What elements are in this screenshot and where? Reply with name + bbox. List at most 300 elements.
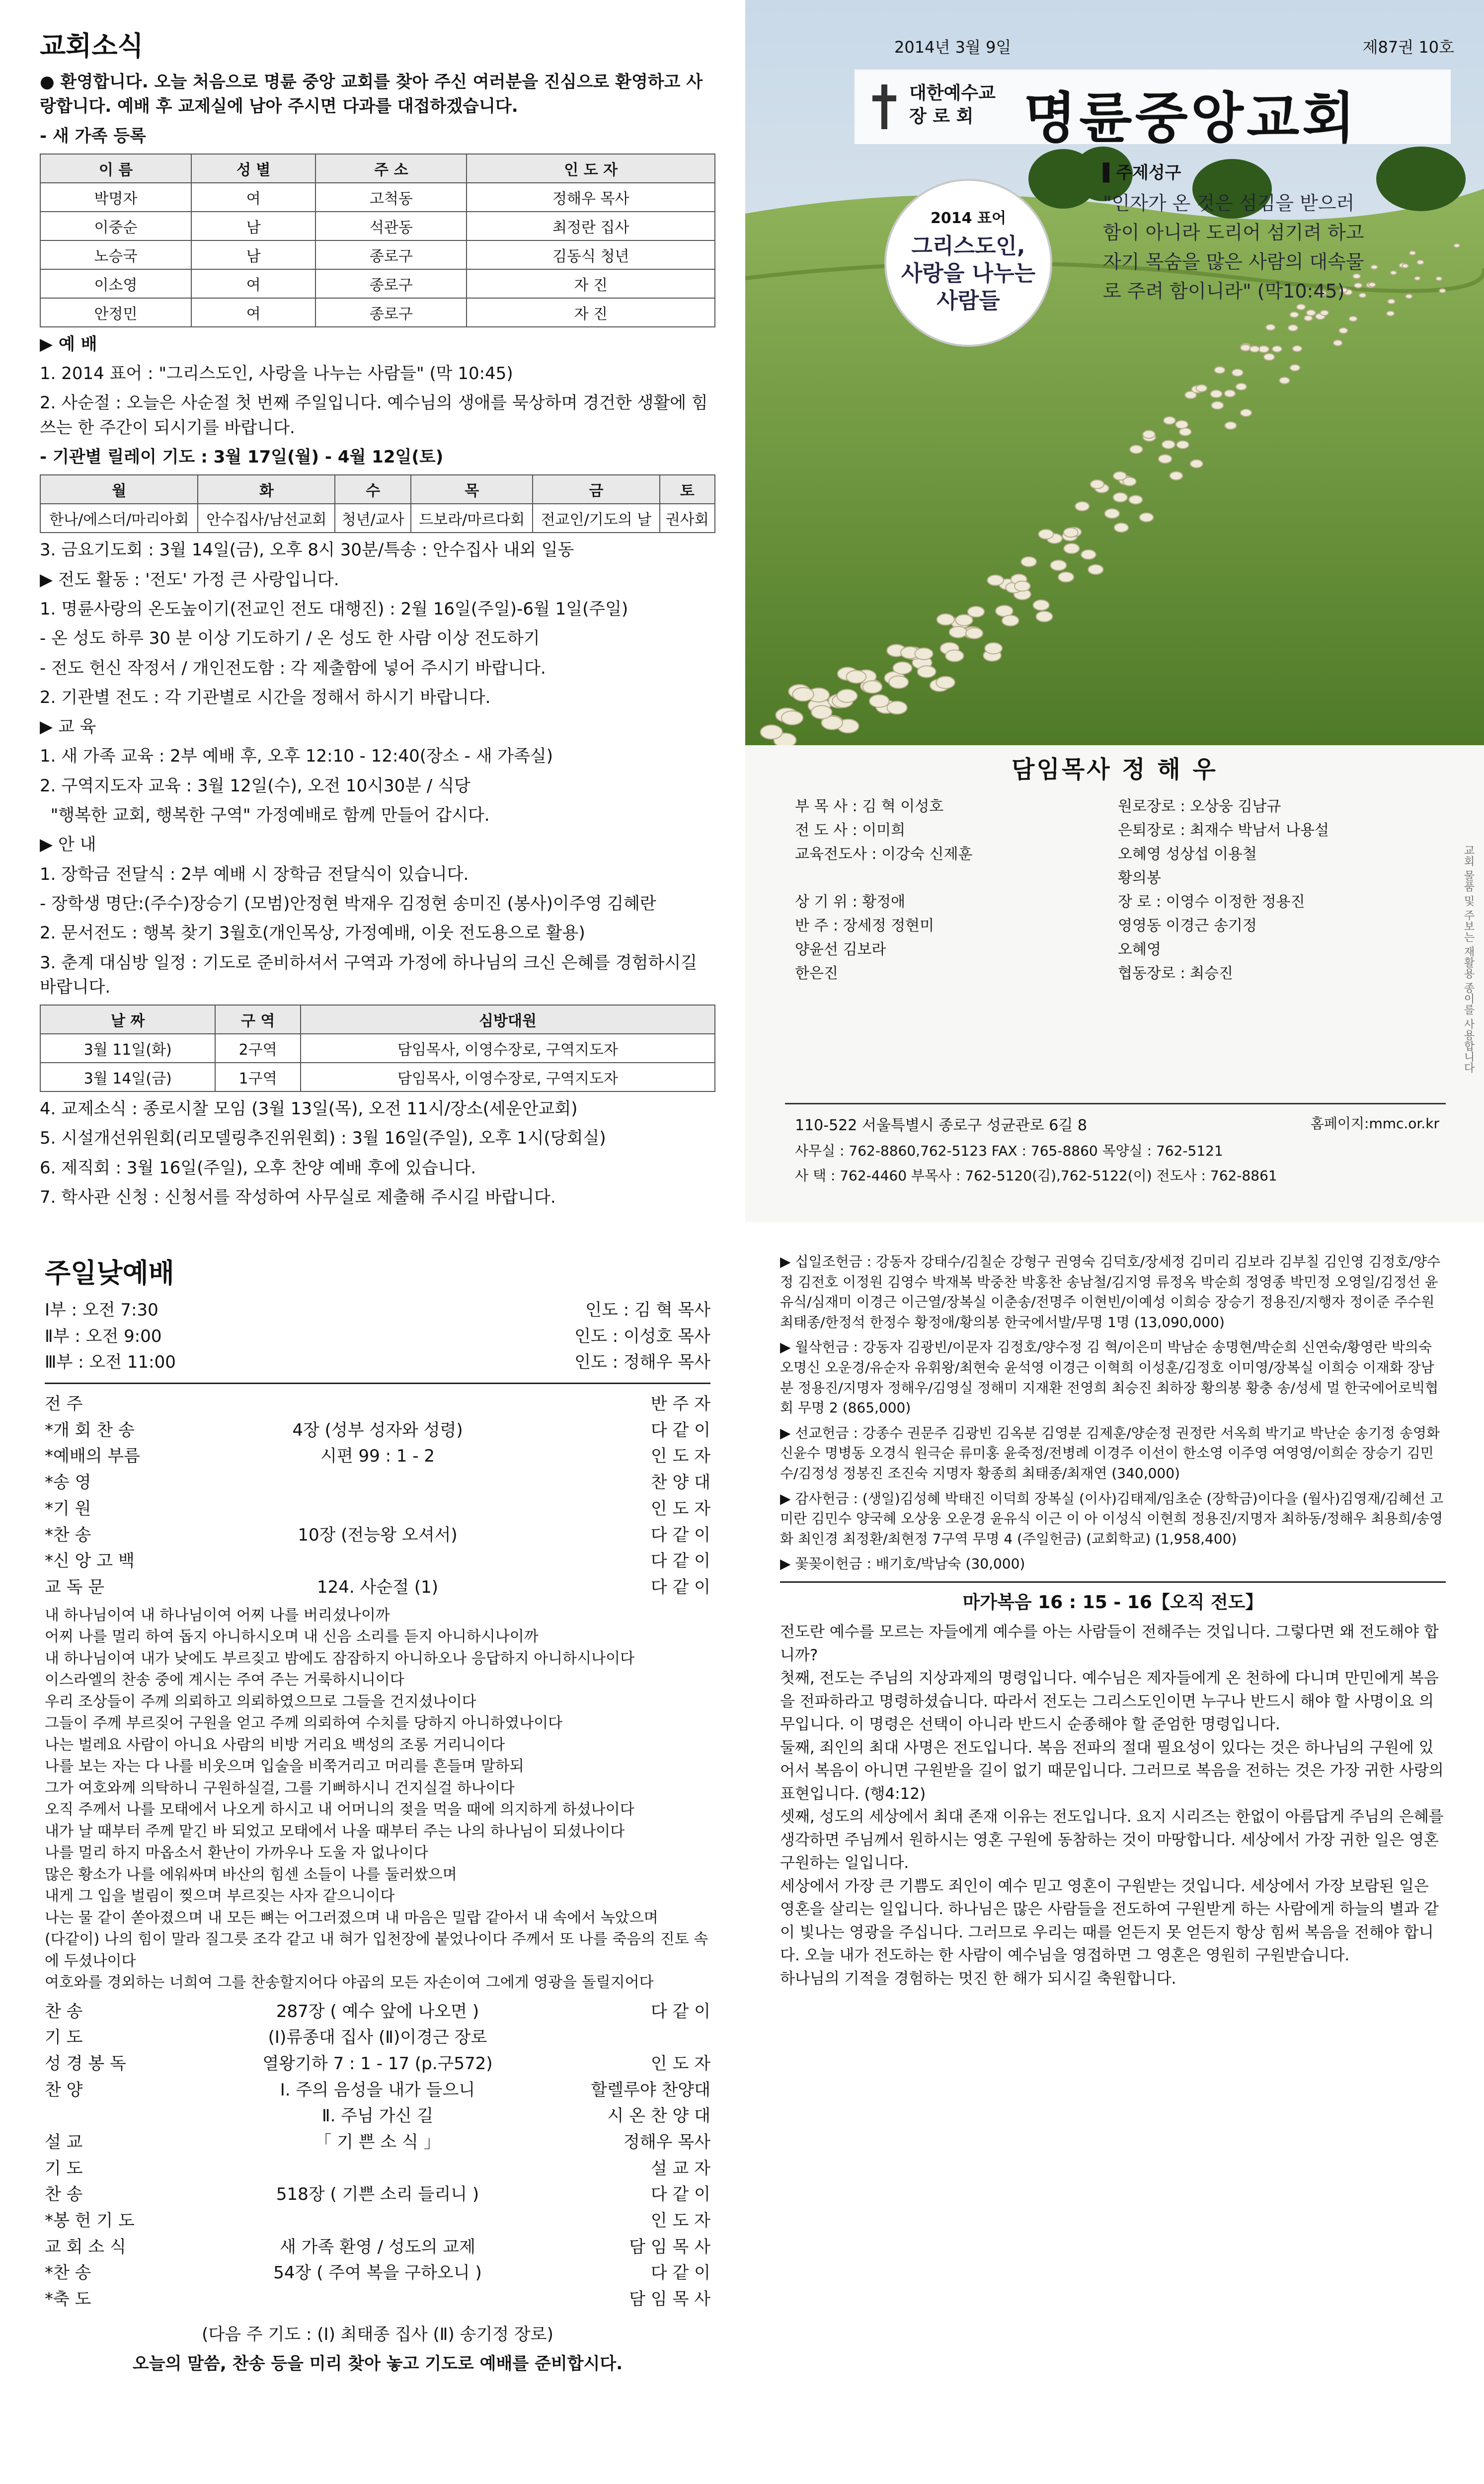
sheep	[1088, 565, 1103, 575]
order-row-cell: *기 원	[45, 1498, 91, 1519]
order-row	[45, 2181, 710, 2208]
order-row-cell: 교 회 소 식	[45, 2237, 126, 2257]
sheep	[1236, 383, 1247, 390]
news-item: 6. 제직회 : 3월 16일(주일), 오후 찬양 예배 후에 있습니다.	[40, 1158, 476, 1178]
sheep	[1105, 509, 1119, 518]
order-row-cell: 찬 양	[45, 2080, 83, 2100]
cell: 종로구	[315, 298, 467, 327]
order-row-cell: 찬 송	[45, 2001, 83, 2021]
order-row	[45, 1574, 710, 1601]
order-row	[45, 2051, 710, 2077]
sheep	[1159, 455, 1172, 463]
news-items-3	[40, 1097, 715, 1212]
cell: 안정민	[40, 298, 191, 327]
order-row-cell	[174, 1496, 581, 1522]
offerings-list	[780, 1252, 1446, 1574]
order-row-cell: 열왕기하 7 : 1 - 17 (p.구572)	[262, 2053, 493, 2074]
sheep	[987, 575, 1004, 586]
sheep	[1387, 311, 1394, 316]
order-row-cell: 인 도 자	[650, 1498, 710, 1519]
cross-logo-icon	[869, 84, 899, 129]
family-header: 인 도 자	[467, 154, 715, 183]
order-row	[45, 1496, 710, 1522]
order-row-cell: 설 교 자	[650, 2158, 710, 2178]
order-row	[45, 2129, 710, 2156]
order-row	[45, 1548, 710, 1574]
relay-row	[40, 504, 715, 533]
order-row-cell: Ⅱ. 주님 가신 길	[321, 2106, 434, 2126]
news-item: 1. 명륜사랑의 온도높이기(전교인 전도 대행진) : 2월 16일(주일)-6월 1일(주일)	[40, 599, 628, 619]
sheep	[1241, 344, 1250, 351]
relay-header-row	[40, 475, 715, 504]
news-item: - 온 성도 하루 30 분 이상 기도하기 / 온 성도 한 사람 이상 전도하기	[40, 628, 540, 649]
order-row-cell: *봉 헌 기 도	[45, 2211, 135, 2231]
order-row	[45, 2077, 710, 2103]
offering-item: ▶ 선교헌금 : 강종수 권문주 김광빈 김옥분 김영분 김제훈/양순정 권정란 서옥희 박기교 박난순 송기정 송영화 신윤수 명병동 오경식 원극순 류미홍 윤죽정/전병례 이경주 이선이 한소영 이주영 여영영/이희순 장승기 김민수/김정성 정봉진 조진숙 지명자 황종희 최태종/최재연 (340,000)	[780, 1424, 1444, 1481]
order-row-cell: 찬 양 대	[650, 1473, 710, 1493]
next-week-prayer: (다음 주 기도 : (Ⅰ) 최태종 집사 (Ⅱ) 송기정 장로)	[202, 2324, 553, 2344]
order-row-cell: 518장 ( 기쁜 소리 들리니 )	[276, 2184, 479, 2205]
sheep	[1210, 390, 1222, 397]
sheep	[1114, 523, 1128, 532]
order-row	[45, 1417, 710, 1444]
sheep	[1129, 495, 1142, 504]
order-row-cell: 기 도	[45, 2027, 83, 2048]
staff-cell: 장 로 : 이영수 이정한 정용진	[1118, 893, 1305, 911]
sheep	[937, 614, 954, 625]
sheep	[1033, 600, 1049, 611]
motto-year: 2014 표어	[931, 210, 1006, 227]
order-row	[45, 2234, 710, 2260]
cell: 이중순	[40, 212, 191, 240]
sheep	[1293, 346, 1302, 352]
staff-cell: 오혜영 성상섭 이용철	[1118, 846, 1257, 863]
sheep	[1304, 315, 1313, 321]
news-item: - 기관별 릴레이 기도 : 3월 17일(월) - 4월 12일(토)	[40, 447, 444, 467]
visit-table	[40, 1005, 715, 1092]
order-row-cell: 반 주 자	[650, 1394, 710, 1414]
sheep	[847, 671, 866, 684]
divider	[45, 1383, 710, 1384]
order-row-cell: 다 같 이	[650, 1551, 710, 1571]
sermon-reference: 마가복음 16 : 15 - 16【오직 전도】	[962, 1592, 1263, 1613]
news-item: 3. 춘계 대심방 일정 : 기도로 준비하셔서 구역과 가정에 하나님의 크신 은혜를 경험하시길 바랍니다.	[40, 952, 703, 997]
staff-cell	[795, 866, 1118, 890]
sheep	[1349, 316, 1357, 321]
divider	[780, 1581, 1446, 1583]
family-row	[40, 269, 715, 298]
staff-phones: 사 택 : 762-4460 부목사 : 762-5120(김),762-5122(이) 전도사 : 762-8861	[795, 1167, 1277, 1184]
sheep	[1058, 572, 1074, 582]
staff-cell: 전 도 사 : 이미희	[795, 822, 906, 839]
service-leader: 인도 : 김 혁 목사	[585, 1300, 710, 1320]
relay-table	[40, 474, 715, 533]
order-row-cell: 시편 99 : 1 - 2	[320, 1446, 435, 1467]
order-row-cell	[174, 2208, 581, 2234]
sheep	[781, 711, 803, 725]
service-part: Ⅲ부 : 오전 11:00	[45, 1352, 176, 1373]
cell: 월	[40, 475, 198, 504]
sheep	[761, 725, 782, 739]
sheep	[1064, 528, 1078, 538]
staff-cell: 원로장로 : 오상웅 김남규	[1118, 798, 1281, 815]
news-item: - 장학생 명단:(주수)장승기 (모범)안정현 박재우 김정현 송미진 (봉사)이주영 김혜란	[40, 893, 656, 914]
sheep	[1225, 390, 1236, 397]
news-item: 4. 교제소식 : 종로시찰 모임 (3월 13일(목), 오전 11시/장소(세운안교회)	[40, 1099, 578, 1119]
cell: 석관동	[315, 212, 467, 240]
sheep	[1176, 441, 1188, 449]
order-row-cell: 새 가족 환영 / 성도의 교제	[280, 2237, 475, 2257]
cell: 안수집사/남선교회	[198, 504, 335, 533]
staff-cell: 영영동 이경근 송기정	[1118, 917, 1257, 934]
news-item: 7. 학사관 신청 : 신청서를 작성하여 사무실로 제출해 주시길 바랍니다.	[40, 1187, 556, 1208]
offering-item: ▶ 꽃꽂이헌금 : 배기호/박남숙 (30,000)	[780, 1555, 1025, 1572]
cell: 담임목사, 이영수장로, 구역지도자	[301, 1034, 715, 1063]
sheep	[863, 681, 882, 693]
cell: 남	[191, 212, 315, 240]
sheep	[811, 705, 832, 719]
staff-cell: 상 기 위 : 황정애	[795, 893, 906, 911]
homepage: 홈페이지:mmc.or.kr	[1310, 1115, 1439, 1132]
news-item: 2. 구역지도자 교육 : 3월 12일(수), 오전 10시30분 / 식당	[40, 776, 470, 796]
order-row	[45, 2260, 710, 2286]
order-row-cell: 인 도 자	[650, 2211, 710, 2231]
order-row	[45, 1522, 710, 1549]
sheep	[1143, 430, 1155, 438]
news-item: 1. 2014 표어 : "그리스도인, 사랑을 나누는 사람들" (막 10:45)	[40, 364, 513, 384]
cell: 1구역	[215, 1063, 301, 1091]
order-row-cell: *송 영	[45, 1473, 91, 1493]
church-name: 명륜중앙교회	[1023, 86, 1358, 150]
order-row-cell	[174, 2156, 581, 2182]
staff-list	[795, 795, 1441, 986]
sheep	[949, 626, 967, 638]
sheep	[1272, 346, 1282, 352]
sunday-panel	[20, 1232, 735, 2434]
staff-row	[795, 866, 1441, 890]
cell: 자 진	[467, 269, 715, 298]
news-item: 2. 기관별 전도 : 각 기관별로 시간을 정해서 하시기 바랍니다.	[40, 687, 491, 707]
cell: 여	[191, 183, 315, 212]
cell: 구 역	[215, 1005, 301, 1034]
sheep	[936, 677, 955, 689]
order-row-cell: 담 임 목 사	[629, 2237, 710, 2257]
sheep	[1290, 312, 1298, 317]
calendar-panel	[755, 2464, 1471, 2484]
motto-text: 그리스도인, 사랑을 나누는 사람들	[901, 233, 1036, 313]
pastor-name: 담임목사 정 해 우	[1012, 756, 1218, 783]
order-row-cell: 4장 (성부 성자와 성령)	[292, 1420, 463, 1440]
sheep	[945, 650, 963, 661]
order-row-cell: 10장 (전능왕 오셔서)	[298, 1525, 458, 1545]
staff-row	[795, 795, 1441, 819]
cell: 화	[198, 475, 335, 504]
news-item: ▶ 전도 활동 : '전도' 가정 큰 사랑입니다.	[40, 569, 339, 590]
order-row-cell: 시 온 찬 양 대	[607, 2106, 710, 2126]
family-header-row	[40, 154, 715, 183]
address: 110-522 서울특별시 종로구 성균관로 6길 8	[795, 1117, 1087, 1134]
order-of-worship-2	[45, 1999, 710, 2313]
sheep	[1091, 480, 1104, 489]
sheep	[1140, 513, 1154, 522]
sheep	[1241, 409, 1251, 416]
sheep	[966, 628, 983, 639]
cell: 김동식 청년	[467, 240, 715, 269]
order-row-cell	[174, 2286, 581, 2313]
sermon-body: 전도란 예수를 모르는 자들에게 예수를 아는 사람들이 전해주는 것입니다. 그렇다면 왜 전도해야 합니까? 첫째, 전도는 주님의 지상과제의 명령입니다. 예수님은 제자들에게 온 천하에 다니며 만민에게 복음을 전파하라고 명령하셨습니다. 따라서 전도는 그리스도인이면 누구나 반드시 해야 할 사명이요 의무입니다. 이 명령은 선택이 아니라 반드시 순종해야 할 준엄한 명령입니다. 둘째, 죄인의 최대 사명은 전도입니다. 복음 전파의 절대 필요성이 있다는 것은 하나님의 구원에 있어서 복음이 아니면 구원받을 길이 없기 때문입니다. 그러므로 복음을 전하는 것은 가장 귀한 사랑의 표현입니다. (행4:12) 셋째, 성도의 세상에서 최대 존재 이유는 전도입니다. 요지 시리즈는 한없이 아름답게 주님의 은혜를 생각하면 주님께서 원하시는 영혼 구원에 동참하는 것이 마땅합니다. 세상에서 가장 귀한 일은 영혼 구원하는 일입니다. 세상에서 가장 큰 기쁨도 죄인이 예수 믿고 영혼이 구원받는 것입니다. 세상에서 가장 보람된 일은 영혼을 살리는 일입니다. 하나님은 많은 사람들을 전도하여 구원받게 하는 사람에게 하늘의 별과 같이 빛나는 영광을 주십니다. 그러므로 우리는 때를 얻든지 못 얻든지 항상 힘써 복음을 전해야 합니다. 오늘 내가 전도하는 한 사람이 예수님을 영접하면 그 영혼은 영원히 구원받습니다. 하나님의 기적을 경험하는 멋진 한 해가 되시길 축원합니다.	[780, 1623, 1444, 1988]
sheep	[968, 607, 985, 618]
news-item: 1. 새 가족 교육 : 2부 예배 후, 오후 12:10 - 12:40(장소 - 새 가족실)	[40, 746, 553, 767]
sheep	[792, 688, 813, 701]
sheep	[1050, 560, 1066, 571]
cell: 금	[533, 475, 659, 504]
theme-label: ▌주제성구	[1103, 163, 1181, 183]
sheep	[1279, 377, 1290, 384]
staff-cell: 오혜영	[1118, 941, 1161, 958]
staff-row	[795, 962, 1441, 986]
cell: 최정란 집사	[467, 212, 715, 240]
closing-note: 오늘의 말씀, 찬송 등을 미리 찾아 놓고 기도로 예배를 준비합시다.	[132, 2354, 623, 2374]
order-of-worship	[45, 1391, 710, 1601]
sheep	[1333, 340, 1342, 346]
sheep	[1036, 611, 1052, 621]
order-row-cell: 설 교	[45, 2132, 83, 2152]
family-row	[40, 240, 715, 269]
cell: 3월 14일(금)	[40, 1063, 215, 1091]
family-header: 이 름	[40, 154, 191, 183]
visit-row	[40, 1063, 715, 1091]
news-item: 1. 장학금 전달식 : 2부 예배 시 장학금 전달식이 있습니다.	[40, 864, 469, 884]
cell: 자 진	[467, 298, 715, 327]
news-item: 2. 문서전도 : 행복 찾기 3월호(개인목상, 가정예배, 이웃 전도용으로 활용)	[40, 923, 585, 943]
sheep	[1075, 502, 1089, 511]
order-row	[45, 1999, 710, 2025]
cell: 고척동	[315, 183, 467, 212]
sheep	[1179, 428, 1191, 436]
family-row	[40, 298, 715, 327]
cell: 정해우 목사	[467, 183, 715, 212]
staff-cell: 양윤선 김보라	[795, 941, 886, 958]
order-row-cell: 다 같 이	[650, 1577, 710, 1597]
sermon-panel	[755, 1232, 1471, 2434]
sheep	[1164, 417, 1175, 424]
sheep	[1264, 354, 1275, 361]
order-row	[45, 2208, 710, 2234]
responsive-reading: 내 하나님이여 내 하나님이여 어찌 나를 버리셨나이까 어찌 나를 멀리 하여 돕지 아니하시오며 내 신음 소리를 듣지 아니하시나이까 내 하나님이여 내가 낮에도 부르짖고 밤에도 잠잠하지 아니하오나 응답하지 아니하시나이다 이스라엘의 찬송 중에 계시는 주여 주는 거룩하시니이다 우리 조상들이 주께 의뢰하고 의뢰하였으므로 그들을 건지셨나이다 그들이 주께 부르짖어 구원을 얻고 주께 의뢰하여 수치를 당하지 아니하였나이다 나는 벌레요 사람이 아니요 사람의 비방 거리요 백성의 조롱 거리니이다 나를 보는 자는 다 나를 비웃으며 입술을 비쭉거리고 머리를 흔들며 말하되 그가 여호와께 의탁하니 구원하실걸, 그를 기뻐하시니 건지실걸 하나이다 오직 주께서 나를 모태에서 나오게 하시고 내 어머니의 젖을 먹을 때에 의지하게 하셨나이다 내가 날 때부터 주께 맡긴 바 되었고 모태에서 나올 때부터 주는 나의 하나님이 되셨나이다 나를 멀리 하지 마옵소서 환난이 가까우나 도울 자 없나이다 많은 황소가 나를 에워싸며 바산의 힘센 소들이 나를 둘러쌌으며 내게 그 입을 벌림이 찢으며 부르짖는 사자 같으니이다 나는 물 같이 쏟아졌으며 내 모든 뼈는 어그러졌으며 내 마음은 밀랍 같아서 내 속에서 녹았으며 (다같이) 나의 힘이 말라 질그릇 조각 같고 내 혀가 입천장에 붙었나이다 주께서 또 나를 죽음의 진토 속에 두셨나이다 여호와를 경외하는 너희여 그를 찬송할지어다 야곱의 모든 자손이여 그에게 영광을 돌릴지어다	[45, 1606, 708, 1992]
order-row-cell: 기 도	[45, 2158, 83, 2178]
sheep	[869, 695, 889, 707]
order-row-cell: 54장 ( 주여 복을 구하오니 )	[273, 2263, 482, 2283]
worship-title: ▶ 예 배	[40, 334, 97, 354]
side-note: 교회 물품 및 주보는 재활용 종이를 사용합니다	[1462, 845, 1475, 1073]
service-list	[45, 1297, 710, 1376]
cell: 토	[660, 475, 715, 504]
sheep	[1038, 530, 1053, 539]
order-row-cell: 「 기 쁜 소 식 」	[314, 2132, 441, 2152]
sheep	[1288, 325, 1298, 331]
order-row-cell: 인 도 자	[650, 1446, 710, 1467]
sunday-title: 주일낮예배	[45, 1257, 174, 1289]
news-item: 5. 시설개선위원회(리모델링추진위원회) : 3월 16일(주일), 오후 1시(당회실)	[40, 1128, 606, 1149]
cell: 여	[191, 269, 315, 298]
order-row-cell: *신 앙 고 백	[45, 1551, 135, 1571]
news-item: 3. 금요기도회 : 3월 14일(금), 오후 8시 30분/특송 : 안수집사 내외 일동	[40, 540, 574, 560]
cell: 전교인/기도의 날	[533, 504, 659, 533]
theme-verse: "인자가 온 것은 섬김을 받으러 함이 아니라 도리어 섬기려 하고 자기 목숨을 많은 사람의 대속물 로 주려 함이니라" (막10:45)	[1103, 192, 1364, 302]
offering-item: ▶ 십일조헌금 : 강동자 강태수/김칠순 강형구 권영숙 김덕호/장세정 김미리 김보라 김부칠 김인영 김정호/양수정 김전호 이정원 김영수 박재복 박중찬 박홍찬 송남철/김지영 류정옥 박순희 정영종 박민정 오영일/김정선 윤유식/심재미 이경근 이근열/장복실 이춘송/전명주 이현빈/이예성 이희승 장승기 정용진/지행자 정이준 주수원 최태종/한정석 한정수 황정애/황의봉 한국에서발/무명 1명 (13,090,000)	[780, 1253, 1441, 1330]
sheep	[1015, 581, 1030, 591]
family-title: - 새 가족 등록	[40, 126, 146, 146]
sheep	[837, 690, 858, 702]
order-row-cell	[174, 1391, 581, 1417]
sheep	[887, 701, 907, 714]
service-row	[45, 1323, 710, 1350]
staff-row	[795, 819, 1441, 843]
family-row	[40, 183, 715, 212]
cover-date: 2014년 3월 9일	[894, 38, 1012, 57]
sheep	[1021, 557, 1036, 567]
sheep	[1232, 369, 1243, 376]
sheep	[1113, 471, 1126, 480]
sheep	[889, 676, 908, 689]
order-row-cell	[581, 2024, 710, 2051]
order-row-cell: *찬 송	[45, 1525, 91, 1545]
order-row-cell: 교 독 문	[45, 1577, 105, 1597]
news-title: 교회소식	[40, 30, 144, 62]
sheep	[1113, 493, 1128, 502]
cell: 2구역	[215, 1034, 301, 1063]
staff-cell: 반 주 : 장세정 정현미	[795, 917, 935, 934]
divider	[785, 1103, 1446, 1104]
news-item: "행복한 교회, 행복한 구역" 가정예배로 함께 만들어 갑시다.	[40, 805, 490, 826]
service-leader: 인도 : 이성호 목사	[574, 1326, 710, 1346]
order-row-cell: *개 회 찬 송	[45, 1420, 135, 1440]
news-items-2	[40, 538, 715, 1000]
sheep	[1290, 365, 1300, 371]
cover-volume: 제87권 10호	[1362, 38, 1454, 57]
staff-row	[795, 938, 1441, 962]
cell: 종로구	[315, 269, 467, 298]
order-row-cell: Ⅰ. 주의 음성을 내가 들으니	[280, 2080, 475, 2100]
family-table	[40, 154, 715, 327]
cell: 청년/교사	[335, 504, 411, 533]
cell: 목	[411, 475, 533, 504]
sheep	[1130, 445, 1143, 453]
cell: 종로구	[315, 240, 467, 269]
visit-header-row	[40, 1005, 715, 1034]
staff-cell: 교육전도사 : 이강숙 신제훈	[795, 846, 973, 863]
sheep	[1211, 401, 1223, 409]
visit-row	[40, 1034, 715, 1063]
staff-row	[795, 843, 1441, 866]
staff-cell: 협동장로 : 최승진	[1118, 965, 1234, 982]
sheep	[1225, 422, 1236, 429]
sheep	[1307, 310, 1316, 316]
cell: 권사회	[660, 504, 715, 533]
sheep	[1250, 346, 1259, 352]
cell: 노승국	[40, 240, 191, 269]
cover-panel	[745, 0, 1484, 1222]
order-row-cell: *축 도	[45, 2289, 91, 2310]
offering-item: ▶ 감사헌금 : (생일)김성혜 박태진 이덕희 장복실 (이사)김태제/임초순 (장학금)이다을 (월사)김영재/김혜선 고미란 김민수 양국혜 오상웅 오운경 윤유식 이근 이 아 이성식 이현희 정용진/지명자 최하동/정해우 최용희/송영화 최인경 최정환/최현정 7구역 무명 4 (주일헌금) (교회학교) (1,958,400)	[780, 1490, 1444, 1547]
order-row	[45, 1391, 710, 1417]
sheep	[1339, 328, 1347, 333]
cell: 날 짜	[40, 1005, 215, 1034]
order-row-cell: 정해우 목사	[623, 2132, 710, 2152]
cell: 수	[335, 475, 411, 504]
order-row-cell: 다 같 이	[650, 2184, 710, 2205]
sheep	[1266, 324, 1275, 330]
sheep	[1214, 367, 1225, 374]
staff-cell: 부 목 사 : 김 혁 이성호	[795, 798, 944, 815]
sheep	[918, 666, 936, 678]
staff-cell: 한은진	[795, 965, 838, 982]
order-row-cell: 할렐루야 찬양대	[591, 2080, 710, 2100]
order-row	[45, 2286, 710, 2313]
order-row	[45, 1470, 710, 1496]
order-row	[45, 2103, 710, 2129]
order-row-cell: 다 같 이	[650, 2001, 710, 2021]
cell: 이소영	[40, 269, 191, 298]
sheep	[1190, 460, 1203, 467]
cell: 여	[191, 298, 315, 327]
news-panel	[20, 10, 735, 1212]
staff-cell: 황의봉	[1118, 869, 1161, 887]
sheep	[1196, 385, 1207, 391]
order-row-cell: *예배의 부름	[45, 1446, 141, 1467]
family-header: 성 별	[191, 154, 315, 183]
cell: 담임목사, 이영수장로, 구역지도자	[301, 1063, 715, 1091]
sheep	[985, 643, 1002, 654]
order-row-cell: 담 임 목 사	[629, 2289, 710, 2310]
sheep	[1162, 440, 1175, 449]
staff-cell: 은퇴장로 : 최재수 박남서 나용설	[1118, 822, 1329, 839]
staff-row	[795, 914, 1441, 938]
office-phones: 사무실 : 762-8860,762-5123 FAX : 765-8860 목양실 : 762-5121	[795, 1143, 1223, 1159]
service-part: Ⅰ부 : 오전 7:30	[45, 1300, 158, 1320]
service-row	[45, 1349, 710, 1376]
order-row-cell	[174, 1470, 581, 1496]
order-row-cell: 성 경 봉 독	[45, 2053, 126, 2074]
news-item: ▶ 교 육	[40, 717, 96, 737]
order-row-cell	[45, 2103, 174, 2129]
order-row-cell: 다 같 이	[650, 2263, 710, 2283]
service-row	[45, 1297, 710, 1323]
welcome-text: ● 환영합니다. 오늘 처음으로 명륜 중앙 교회를 찾아 주신 여러분을 진심으로 환영하고 사랑합니다. 예배 후 교제실에 남아 주시면 다과를 대접하겠습니다.	[40, 72, 703, 117]
denomination: 대한예수교 장 로 회	[909, 83, 996, 127]
sheep	[955, 615, 972, 625]
order-row-cell: (Ⅰ)류종대 집사 (Ⅱ)이경근 장로	[268, 2027, 487, 2048]
cell: 드보라/마르다회	[411, 504, 533, 533]
sheep	[893, 662, 912, 674]
order-row-cell: 124. 사순절 (1)	[316, 1577, 438, 1597]
order-row-cell: 다 같 이	[650, 1420, 710, 1440]
news-item: 2. 사순절 : 오늘은 사순절 첫 번째 주일입니다. 예수님의 생애를 묵상하며 경건한 생활에 힘쓰는 한 주간이 되시기를 바랍니다.	[40, 393, 708, 438]
family-row	[40, 212, 715, 240]
sheep	[1321, 310, 1328, 315]
order-row-cell: 다 같 이	[650, 1525, 710, 1545]
order-row-cell: 287장 ( 예수 앞에 나오면 )	[276, 2001, 479, 2021]
sheep	[1064, 543, 1079, 553]
motto-badge	[884, 179, 1052, 347]
cell: 심방대원	[301, 1005, 715, 1034]
service-leader: 인도 : 정해우 목사	[574, 1352, 710, 1373]
sheep	[1081, 550, 1096, 559]
sheep	[1258, 346, 1269, 352]
sheep	[1175, 421, 1188, 429]
sheep	[1170, 471, 1182, 480]
service-part: Ⅱ부 : 오전 9:00	[45, 1326, 162, 1346]
